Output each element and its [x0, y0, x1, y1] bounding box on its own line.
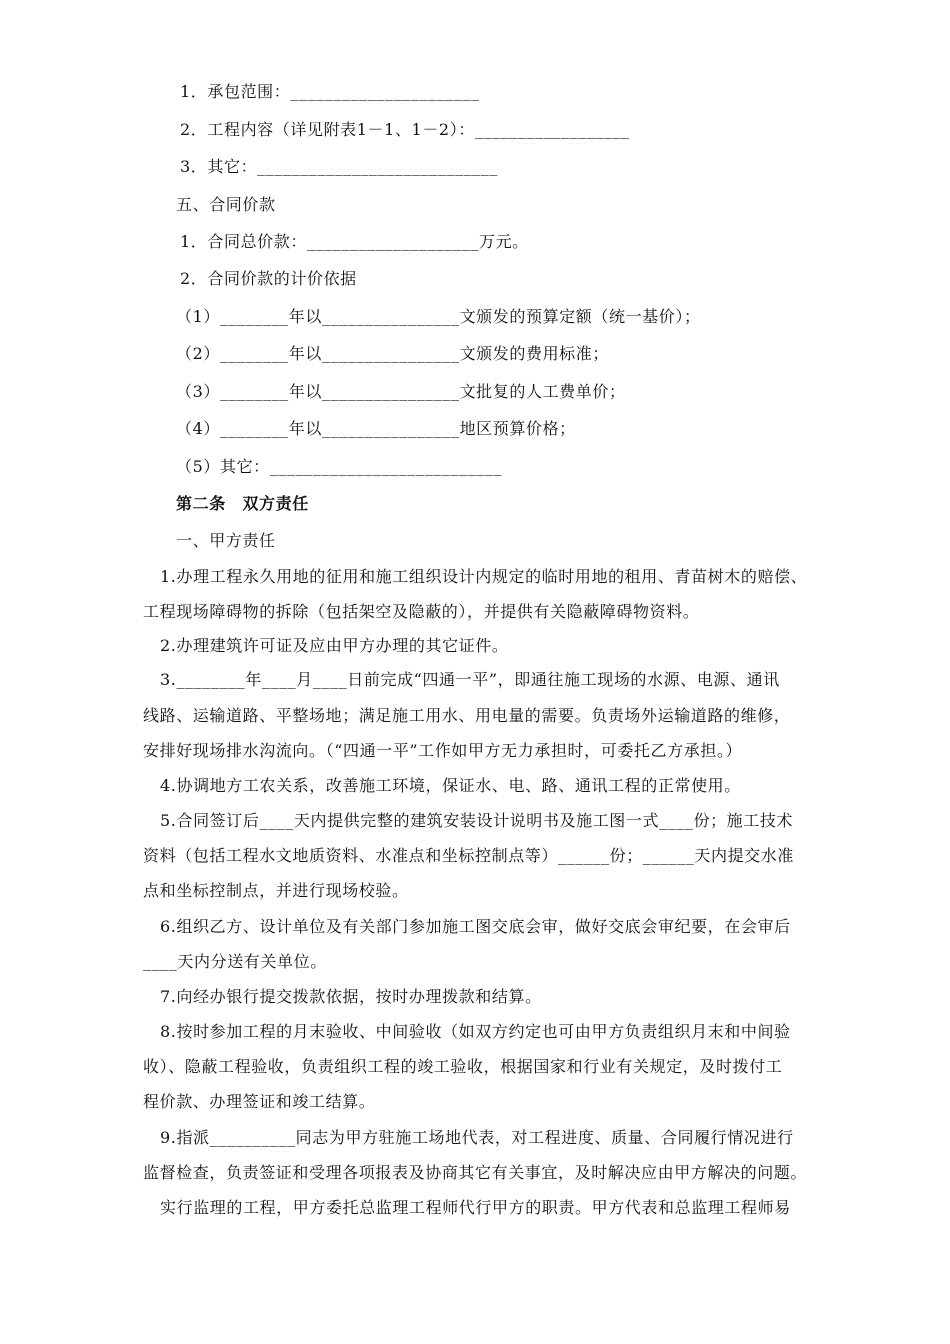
section-heading: 五、合同价款 [176, 195, 276, 214]
duty-3-line-3: 安排好现场排水沟流向。（“四通一平”工作如甲方无力承担时，可委托乙方承担。） [143, 741, 743, 760]
duty-5-line-2: 资料（包括工程水文地质资料、水准点和坐标控制点等）______份；______天内提交水准 [143, 846, 795, 865]
duty-6-line-1: 6.组织乙方、设计单位及有关部门参加施工图交底会审，做好交底会审纪要，在会审后 [160, 917, 791, 936]
duty-7: 7.向经办银行提交拨款依据，按时办理拨款和结算。 [160, 987, 542, 1006]
subsection-heading: 一、甲方责任 [176, 531, 276, 550]
pricing-basis-item: 2．合同价款的计价依据 [180, 269, 357, 288]
basis-line-3: （3）________年以________________文批复的人工费单价； [176, 382, 626, 401]
total-price-item: 1．合同总价款：____________________万元。 [180, 232, 529, 251]
duty-8-line-2: 收）、隐蔽工程验收，负责组织工程的竣工验收，根据国家和行业有关规定，及时拨付工 [143, 1057, 783, 1076]
duty-3-line-2: 线路、运输道路、平整场地；满足施工用水、用电量的需要。负责场外运输道路的维修， [143, 706, 791, 725]
other-item: 3．其它：____________________________ [180, 157, 498, 176]
duty-5-line-3: 点和坐标控制点，并进行现场校验。 [143, 881, 409, 900]
duty-9-line-1: 9.指派__________同志为甲方驻施工场地代表，对工程进度、质量、合同履行情况进行 [160, 1128, 794, 1147]
basis-line-1: （1）________年以________________文颁发的预算定额（统一基价）； [176, 307, 701, 326]
duty-6-line-2: ____天内分送有关单位。 [143, 952, 327, 971]
content-item: 2．工程内容（详见附表1－1、1－2）：__________________ [180, 120, 630, 139]
duty-8-line-3: 程价款、办理签证和竣工结算。 [143, 1092, 376, 1111]
duty-4: 4.协调地方工农关系，改善施工环境，保证水、电、路、通讯工程的正常使用。 [160, 776, 741, 795]
duty-1-line-2: 工程现场障碍物的拆除（包括架空及隐蔽的），并提供有关隐蔽障碍物资料。 [143, 602, 700, 621]
basis-line-5: （5）其它：___________________________ [176, 457, 502, 476]
duty-8-line-1: 8.按时参加工程的月末验收、中间验收（如双方约定也可由甲方负责组织月末和中间验 [160, 1022, 791, 1041]
basis-line-4: （4）________年以________________地区预算价格； [176, 419, 576, 438]
duty-5-line-1: 5.合同签订后____天内提供完整的建筑安装设计说明书及施工图一式____份；施工技术 [160, 811, 794, 830]
supervision-line: 实行监理的工程，甲方委托总监理工程师代行甲方的职责。甲方代表和总监理工程师易 [160, 1198, 791, 1217]
article-heading: 第二条 双方责任 [176, 494, 309, 513]
duty-2: 2.办理建筑许可证及应由甲方办理的其它证件。 [160, 636, 509, 655]
duty-1-line-1: 1.办理工程永久用地的征用和施工组织设计内规定的临时用地的租用、青苗树木的赔偿、 [160, 567, 808, 586]
basis-line-2: （2）________年以________________文颁发的费用标准； [176, 344, 609, 363]
duty-3-line-1: 3.________年____月____日前完成“四通一平”，即通往施工现场的水源、电源、通讯 [160, 670, 780, 689]
duty-9-line-2: 监督检查，负责签证和受理各项报表及协商其它有关事宜，及时解决应由甲方解决的问题。 [143, 1163, 808, 1182]
scope-item: 1．承包范围：______________________ [180, 82, 480, 101]
